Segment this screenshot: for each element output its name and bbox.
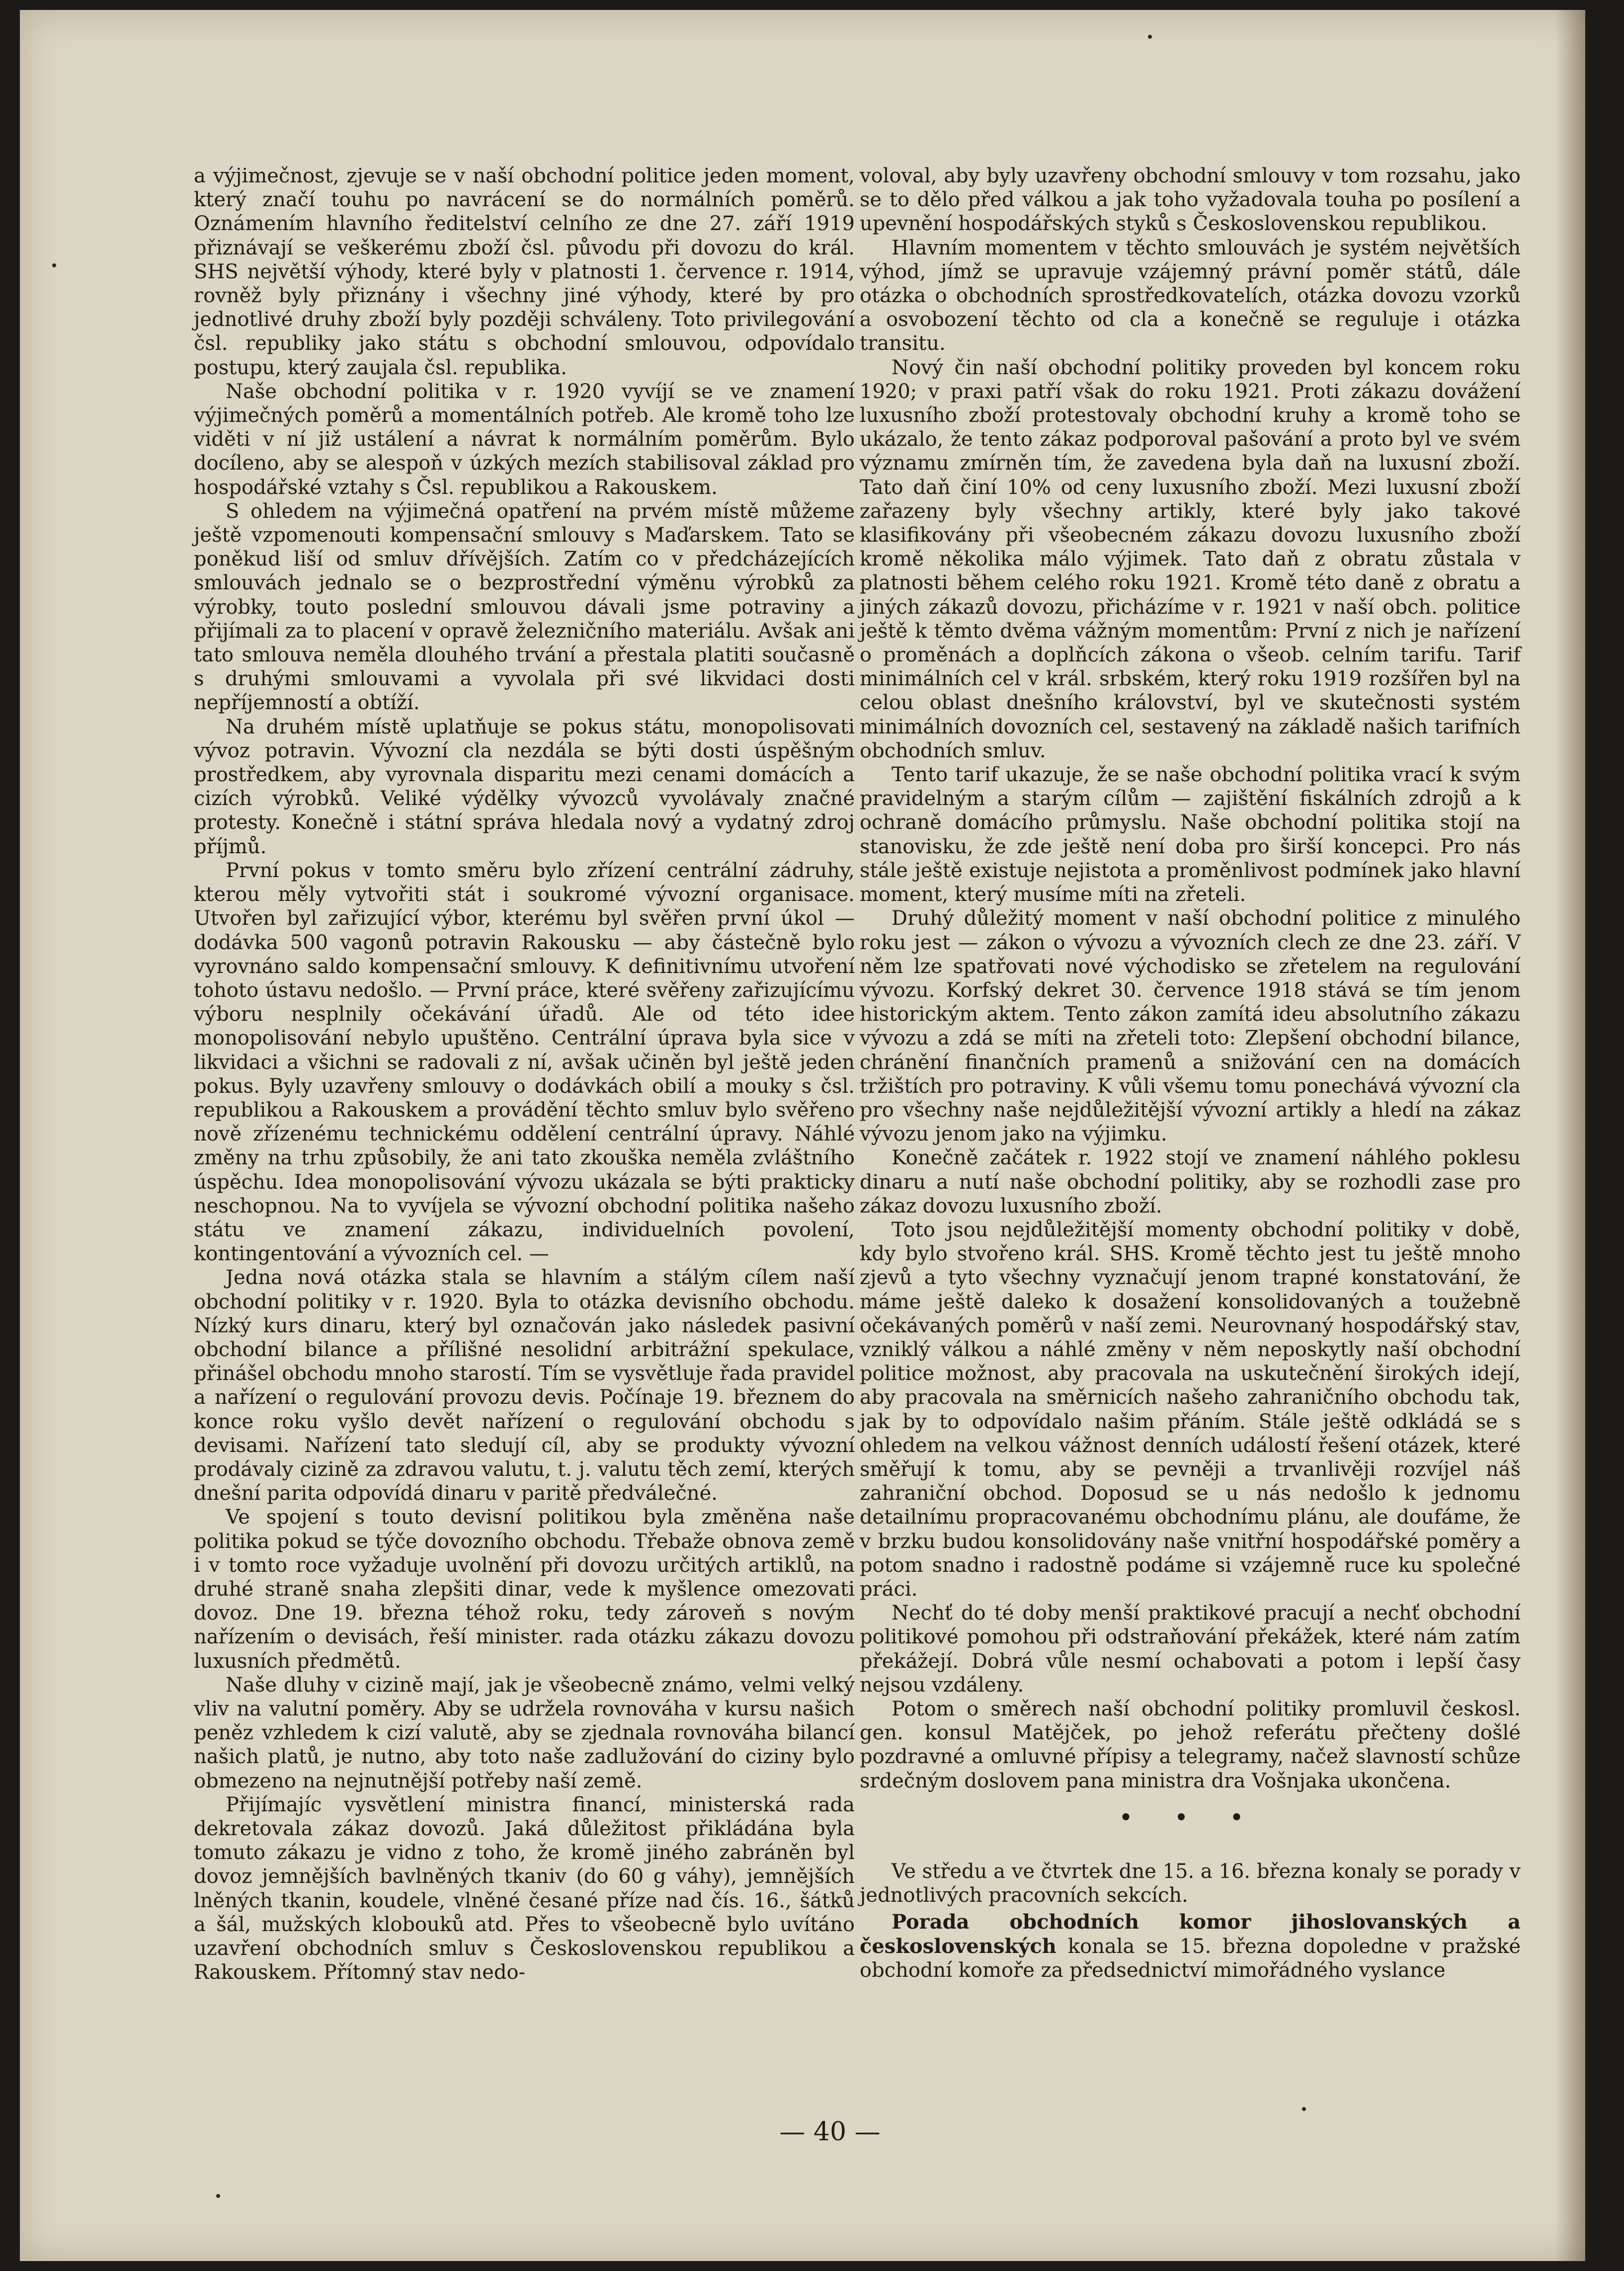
paper-speck	[1302, 2107, 1306, 2111]
paragraph: Jedna nová otázka stala se hlavním a stálým cílem naší obchodní politiky v r. 1920. Byla to otázka devisního obchodu. Nízký kurs dinaru, který byl označován jako následek pasivní obchodní bilance a přílišné nesolidní arbitrážní spekulace, přinášel obchodu mnoho starostí. Tím se vysvětluje řada pravidel a nařízení o regulování provozu devis. Počínaje 19. březnem do konce roku vyšlo devět nařízení o regulování obchodu s devisami. Nařízení tato sledují cíl, aby se produkty vývozní prodávaly cizině za zdravou valutu, t. j. valutu těch zemí, kterých dnešní parita odpovídá dinaru v paritě předválečné.	[194, 1266, 855, 1505]
closing-paragraph	[860, 1910, 1521, 1982]
page-number: — 40 —	[779, 2117, 881, 2147]
paragraph: Ve spojení s touto devisní politikou byla změněna naše politika pokud se týče dovozního obchodu. Třebaže obnova země i v tomto roce vyžaduje uvolnění při dovozu určitých artiklů, na druhé straně snaha zlepšiti dinar, vede k myšlence omezovati dovoz. Dne 19. března téhož roku, tedy zároveň s novým nařízením o devisách, řeší minister. rada otázku zákazu dovozu luxusních předmětů.	[194, 1506, 855, 1673]
paragraph: Tento tarif ukazuje, že se naše obchodní politika vrací k svým pravidelným a starým cílům — zajištění fiskálních zdrojů a k ochraně domácího průmyslu. Naše obchodní politika stojí na stanovisku, že zde ještě není doba pro širší koncepci. Pro nás stále ještě existuje nejistota a proměnlivost podmínek jako hlavní moment, který musíme míti na zřeteli.	[860, 763, 1521, 906]
paragraph: První pokus v tomto směru bylo zřízení centrální zádruhy, kterou měly vytvořiti stát i soukromé vývozní organisace. Utvořen byl zařizující výbor, kterému byl svěřen první úkol — dodávka 500 vagonů potravin Rakousku — aby částečně bylo vyrovnáno saldo kompensační smlouvy. K definitivnímu utvoření tohoto ústavu nedošlo. — První práce, které svěřeny zařizujícímu výboru nesplnily očekávání úřadů. Ale od této idee monopolisování nebylo upuštěno. Centrální úprava byla sice v likvidaci a všichni se radovali z ní, avšak učiněn byl ještě jeden pokus. Byly uzavřeny smlouvy o dodávkách obilí a mouky s čsl. republikou a Rakouskem a provádění těchto smluv bylo svěřeno nově zřízenému technickému oddělení centrální úpravy. Náhlé změny na trhu způsobily, že ani tato zkouška neměla zvláštního úspěchu. Idea monopolisování vývozu ukázala se býti prakticky neschopnou. Na to vyvíjela se vývozní obchodní politika našeho státu ve znamení zákazu, individuelních povolení, kontingentování a vývozních cel. —	[194, 859, 855, 1266]
paragraph: Konečně začátek r. 1922 stojí ve znamení náhlého poklesu dinaru a nutí naše obchodní politiky, aby se rozhodli zase pro zákaz dovozu luxusního zboží.	[860, 1146, 1521, 1217]
paragraph: Naše obchodní politika v r. 1920 vyvíjí se ve znamení výjimečných poměrů a momentálních potřeb. Ale kromě toho lze viděti v ní již ustálení a návrat k normálním poměrům. Bylo docíleno, aby se alespoň v úzkých mezích stabilisoval základ pro hospodářské vztahy s Čsl. republikou a Rakouskem.	[194, 380, 855, 499]
paragraph: Druhý důležitý moment v naší obchodní politice z minulého roku jest — zákon o vývozu a vývozních clech ze dne 23. září. V něm lze spatřovati nové východisko se zřetelem na regulování vývozu. Korfský dekret 30. července 1918 stává se tím jenom historickým aktem. Tento zákon zamítá ideu absolutního zákazu vývozu a zdá se míti na zřeteli toto: Zlepšení obchodní bilance, chránění finančních pramenů a snižování cen na domácích tržištích pro potraviny. K vůli všemu tomu ponechává vývozní cla pro všechny naše nejdůležitější vývozní artikly a hledí na zákaz vývozu jenom jako na výjimku.	[860, 907, 1521, 1146]
document-page	[20, 10, 1585, 2261]
paper-speck	[216, 2194, 220, 2198]
paper-speck	[52, 263, 56, 267]
paragraph: Ve středu a ve čtvrtek dne 15. a 16. března konaly se porady v jednotlivých pracovních sekcích.	[860, 1860, 1521, 1907]
paragraph: Hlavním momentem v těchto smlouvách je systém největších výhod, jímž se upravuje vzájemný právní poměr států, dále otázka o obchodních sprostředkovatelích, otázka dovozu vzorků a osvobození těchto od cla a konečně se reguluje i otázka transitu.	[860, 236, 1521, 355]
paragraph: Potom o směrech naší obchodní politiky promluvil českosl. gen. konsul Matějček, po jehož referátu přečteny došlé pozdravné a omluvné přípisy a telegramy, načež slavností schůze srdečným doslovem pana ministra dra Vošnjaka ukončena.	[860, 1698, 1521, 1792]
paragraph: S ohledem na výjimečná opatření na prvém místě můžeme ještě vzpomenouti kompensační smlouvy s Maďarskem. Tato se poněkud liší od smluv dřívějších. Zatím co v předcházejících smlouvách jednalo se o bezprostřední výměnu výrobků za výrobky, touto poslední smlouvou dávali jsme potraviny a přijímali za to placení v opravě železničního materiálu. Avšak ani tato smlouva neměla dlouhého trvání a přestala platiti současně s druhými smlouvami a vyvolala při své likvidaci dosti nepříjemností a obtíží.	[194, 499, 855, 715]
paragraph: voloval, aby byly uzavřeny obchodní smlouvy v tom rozsahu, jako se to dělo před válkou a jak toho vyžadovala touha po posílení a upevnění hospodářských styků s Československou republikou.	[860, 164, 1521, 236]
left-column	[194, 164, 855, 1984]
paragraph: Nechť do té doby menší praktikové pracují a nechť obchodní politikové pomohou při odstraňování překážek, které nám zatím překážejí. Dobrá vůle nesmí ochabovati a potom i lepší časy nejsou vzdáleny.	[860, 1602, 1521, 1697]
paragraph: Toto jsou nejdůležitější momenty obchodní politiky v době, kdy bylo stvořeno král. SHS. Kromě těchto jest tu ještě mnoho zjevů a tyto všechny vyznačují jenom trapné konstatování, že máme ještě daleko k dosažení konsolidovaných a toužebně očekávaných poměrů v naší zemi. Neurovnaný hospodářský stav, vzniklý válkou a náhlé změny v něm neposkytly naší obchodní politice možnost, aby pracovala na uskutečnění širokých idejí, aby pracovala na směrnicích našeho zahraničního obchodu tak, jak by to odpovídalo našim přáním. Stále ještě odkládá se s ohledem na velkou vážnost denních událostí řešení otázek, které směřují k tomu, aby se pevněji a trvanlivěji rozvíjel náš zahraniční obchod. Doposud se u nás nedošlo k jednomu detailnímu propracovanému obchodnímu plánu, ale doufáme, že v brzku budou konsolidovány naše vnitřní hospodářské poměry a potom snadno i radostně podáme si vzájemně ruce ku společné práci.	[860, 1218, 1521, 1601]
paragraph: Naše dluhy v cizině mají, jak je všeobecně známo, velmi velký vliv na valutní poměry. Aby se udržela rovnováha v kursu našich peněz vzhledem k cizí valutě, aby se zjednala rovnováha bilancí našich platů, je nutno, aby toto naše zadlužování do ciziny bylo obmezeno na nejnutnější potřeby naší země.	[194, 1673, 855, 1792]
paragraph: a výjimečnost, zjevuje se v naší obchodní politice jeden moment, který značí touhu po navrácení se do normálních poměrů. Oznámením hlavního ředitelství celního ze dne 27. září 1919 přiznávají se veškerému zboží čsl. původu při dovozu do král. SHS největší výhody, které byly v platnosti 1. července r. 1914, rovněž byly přiznány i všechny jiné výhody, které by pro jednotlivé druhy zboží byly později schváleny. Toto privilegování čsl. republiky jako státu s obchodní smlouvou, odpovídalo postupu, který zaujala čsl. republika.	[194, 164, 855, 379]
paragraph: Přijímajíc vysvětlení ministra financí, ministerská rada dekretovala zákaz dovozů. Jaká důležitost přikládána byla tomuto zákazu je vidno z toho, že kromě jiného zabráněn byl dovoz jemnějších bavlněných tkaniv (do 60 g váhy), jemnějších lněných tkanin, koudele, vlněné česané příze nad čís. 16., šátků a šál, mužských klobouků atd. Přes to všeobecně bylo uvítáno uzavření obchodních smluv s Československou republikou a Rakouskem. Přítomný stav nedo-	[194, 1793, 855, 1984]
session-section	[860, 1860, 1521, 1982]
closing-rest: konala se 15. března dopoledne v pražské obchodní komoře za předsednictví mimořádného vyslance	[860, 1935, 1521, 1982]
closing-lead: Porada obchodních komor jihoslovanských a československých	[860, 1910, 1521, 1958]
paragraph: Nový čin naší obchodní politiky proveden byl koncem roku 1920; v praxi patří však do roku 1921. Proti zákazu dovážení luxusního zboží protestovaly obchodní kruhy a kromě toho se ukázalo, že tento zákaz podporoval pašování a proto byl ve svém významu zmírněn tím, že zavedena byla daň na luxusní zboží. Tato daň činí 10% od ceny luxusního zboží. Mezi luxusní zboží zařazeny byly všechny artikly, které byly jako takové klasifikovány při všeobecném zákazu dovozu luxusního zboží kromě několika málo výjimek. Tato daň z obratu zůstala v platnosti během celého roku 1921. Kromě této daně z obratu a jiných zákazů dovozu, přicházíme v r. 1921 v naší obch. politice ještě k těmto dvěma vážným momentům: První z nich je nařízení o proměnách a doplňcích zákona o všeob. celním tarifu. Tarif minimálních cel v král. srbském, který roku 1919 rozšířen byl na celou oblast dnešního království, byl ve skutečnosti systém minimálních dovozních cel, sestavený na základě našich tarifních obchodních smluv.	[860, 356, 1521, 762]
paragraph: Na druhém místě uplatňuje se pokus státu, monopolisovati vývoz potravin. Vývozní cla nezdála se býti dosti úspěšným prostředkem, aby vyrovnala disparitu mezi cenami domácích a cizích výrobků. Veliké výdělky vývozců vyvolávaly značné protesty. Konečně i státní správa hledala nový a vydatný zdroj příjmů.	[194, 715, 855, 858]
paper-speck	[1148, 35, 1152, 39]
right-column	[860, 164, 1521, 1982]
section-separator: • • •	[1119, 1805, 1261, 1829]
